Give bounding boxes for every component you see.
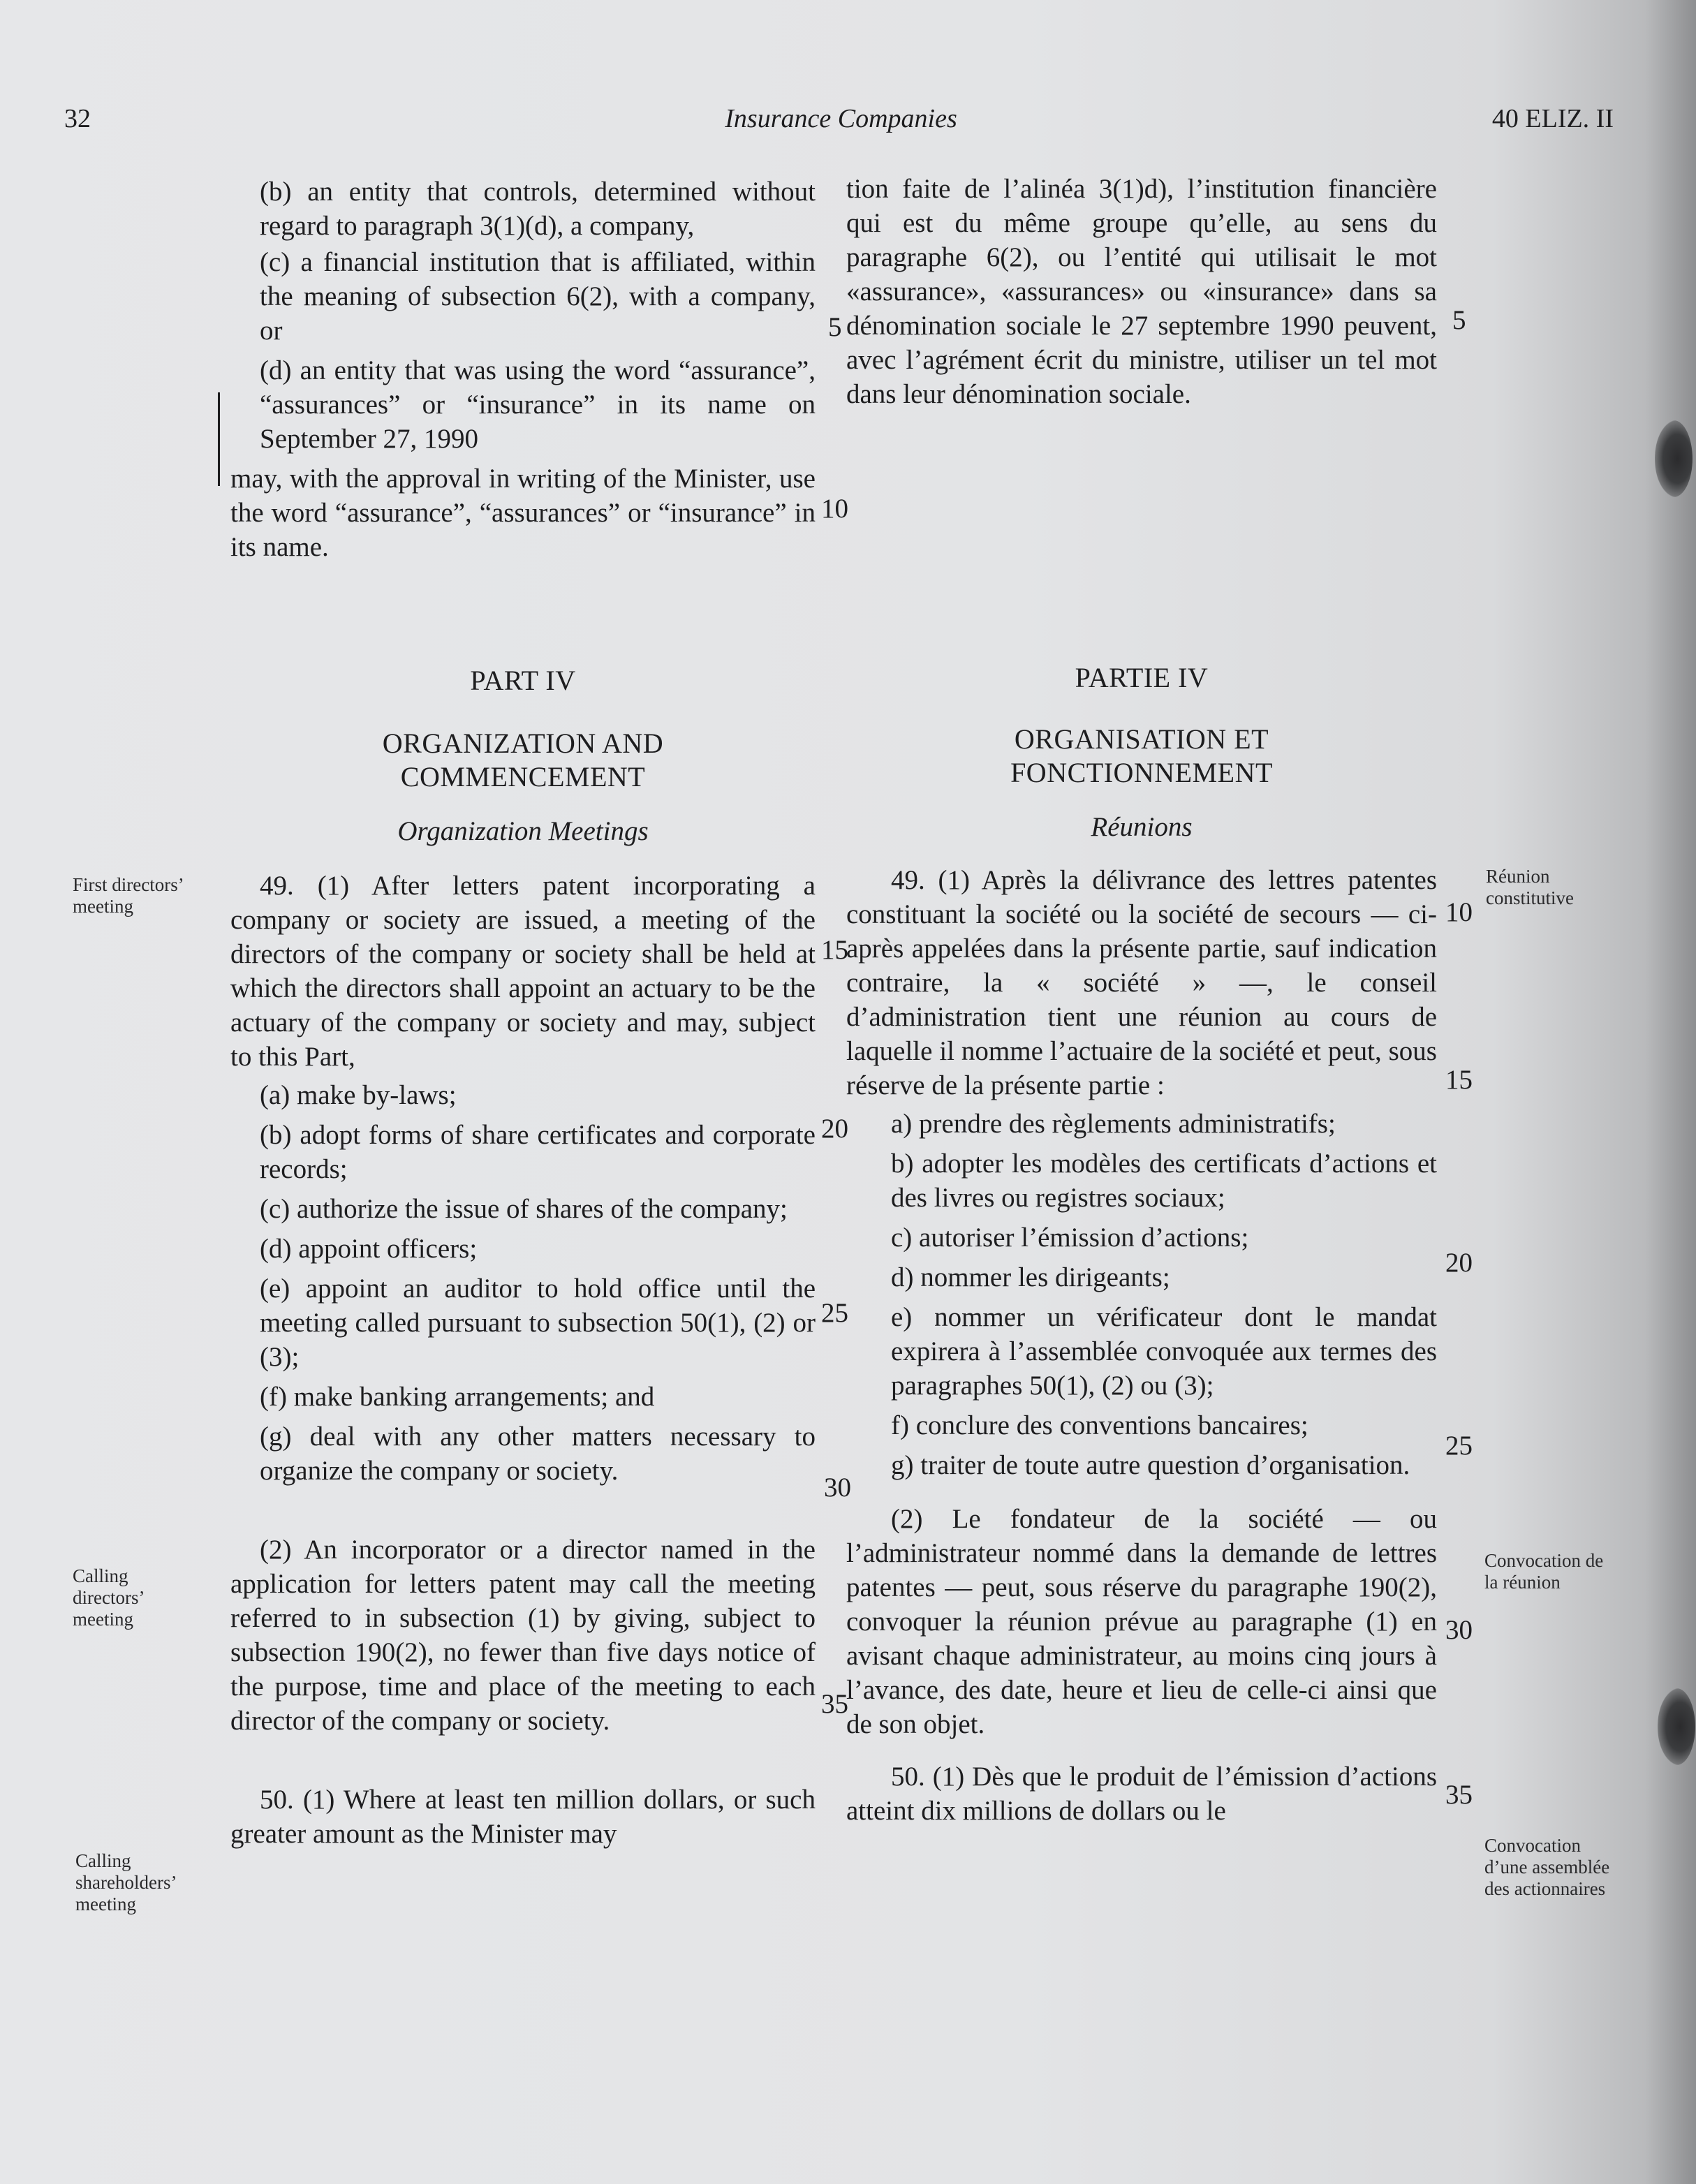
- margin-note-reunion: Réunion constitutive: [1486, 866, 1574, 908]
- fr-part-title-line1: ORGANISATION ET: [1014, 723, 1269, 755]
- english-continuation: [230, 175, 816, 564]
- line-number: 35: [821, 1689, 848, 1719]
- line-number: 5: [1452, 305, 1466, 335]
- line-number: 10: [1445, 897, 1473, 927]
- fr-cont: tion faite de l’alinéa 3(1)d), l’institution financière qui est du même groupe qu’elle, au sens du paragraphe 6(2), ou l’entité qui utilisait le mot «assurance», «assurances» ou «insurance» dans sa dénomination sociale le 27 septembre 1990 peuvent, avec l’agrément écrit du ministre, utiliser un tel mot dans leur dénomination sociale.: [846, 174, 1437, 409]
- en-s50-1: 50. (1) Where at least ten million dollars, or such greater amount as the Minister may: [230, 1785, 816, 1849]
- fr-s49-f: f) conclure des conventions bancaires;: [891, 1410, 1308, 1440]
- margin-note-calling-directors: Calling directors’ meeting: [73, 1565, 145, 1630]
- line-number: 25: [821, 1298, 848, 1328]
- en-s49-f: (f) make banking arrangements; and: [260, 1382, 655, 1412]
- en-s49-c: (c) authorize the issue of shares of the company;: [260, 1194, 788, 1224]
- fr-section-49: [846, 863, 1437, 1828]
- regnal-year: 40 ELIZ. II: [1491, 104, 1614, 133]
- line-number: 15: [821, 935, 848, 965]
- margin-note-assemblee: Convocation d’une assemblée des actionnaires: [1484, 1835, 1610, 1899]
- fr-part-number: PARTIE IV: [1075, 662, 1209, 693]
- binder-ring: [1658, 1688, 1695, 1765]
- line-number: 15: [1445, 1065, 1473, 1095]
- line-number: 30: [824, 1473, 851, 1503]
- fr-s49-d: d) nommer les dirigeants;: [891, 1262, 1170, 1292]
- fr-s49-c: c) autoriser l’émission d’actions;: [891, 1223, 1249, 1253]
- line-number: 10: [821, 494, 848, 524]
- line-number: 35: [1445, 1780, 1473, 1810]
- margin-note-calling-shareholders: Calling shareholders’ meeting: [75, 1850, 177, 1914]
- line-number: 30: [1445, 1615, 1473, 1645]
- fr-s49-a: a) prendre des règlements administratifs;: [891, 1109, 1336, 1139]
- en-s49-2: (2) An incorporator or a director named in the application for letters patent may call the meeting referred to in subsection (1) by giving, subject to subsection 190(2), no fewer than five days notice of the purpose, time and place of the meeting to each director of the company or society.: [230, 1535, 816, 1736]
- en-part-title-line2: COMMENCEMENT: [400, 761, 646, 792]
- fr-s49-g: g) traiter de toute autre question d’organisation.: [891, 1450, 1410, 1480]
- en-s49-1: 49. (1) After letters patent incorporating a company or society are issued, a meeting of the directors of the company or society shall be held at which the directors shall appoint an actuary to be the actuary of the company or society and may, subject to this Part,: [230, 871, 816, 1072]
- en-section-49: [230, 869, 816, 1851]
- en-s49-a: (a) make by-laws;: [260, 1080, 457, 1110]
- en-s49-d: (d) appoint officers;: [260, 1234, 478, 1264]
- en-subheading: Organization Meetings: [397, 816, 649, 846]
- running-title: Insurance Companies: [725, 104, 957, 133]
- fr-s50-1: 50. (1) Dès que le produit de l’émission d’actions atteint dix millions de dollars ou le: [846, 1762, 1437, 1826]
- en-s49-e: (e) appoint an auditor to hold office until the meeting called pursuant to subsection 50(1), (2) or (3);: [260, 1274, 816, 1372]
- fr-s49-2: (2) Le fondateur de la société — ou l’administrateur nommé dans la demande de lettres patentes — peut, sous réserve du paragraphe 190(2), convoquer la réunion prévue au paragraphe (1) en avisant chaque administrateur, au moins cinq jours à l’avance, des date, heure et lieu de celle-ci ainsi que de son objet.: [846, 1504, 1437, 1739]
- en-s49-b: (b) adopt forms of share certificates and corporate records;: [260, 1120, 816, 1184]
- change-bar: [218, 392, 220, 486]
- en-cont-c: (c) a financial institution that is affiliated, within the meaning of subsection 6(2), with a company, or: [260, 247, 816, 346]
- line-number: 20: [821, 1114, 848, 1144]
- fr-subheading: Réunions: [1091, 812, 1193, 842]
- en-cont-b: (b) an entity that controls, determined without regard to paragraph 3(1)(d), a company,: [260, 177, 816, 241]
- en-cont-tail: may, with the approval in writing of the Minister, use the word “assurance”, “assurances” or “insurance” in its name.: [230, 464, 816, 562]
- en-part-number: PART IV: [470, 665, 576, 696]
- en-s49-g: (g) deal with any other matters necessary to organize the company or society.: [260, 1422, 816, 1486]
- fr-part-title-line2: FONCTIONNEMENT: [1010, 757, 1273, 788]
- en-part-title-line1: ORGANIZATION AND: [382, 728, 664, 759]
- fr-s49-1: 49. (1) Après la délivrance des lettres patentes constituant la société ou la société de secours — ci-après appelées dans la présente partie, sauf indication contraire, la « société » —, le conseil d’administration tient une réunion au cours de laquelle il nomme l’actuaire de la société et peut, sous réserve de la présente partie :: [846, 865, 1437, 1100]
- line-number: 5: [828, 312, 842, 342]
- line-number: 20: [1445, 1248, 1473, 1278]
- page-number: 32: [64, 104, 91, 133]
- margin-note-convocation: Convocation de la réunion: [1484, 1550, 1604, 1593]
- en-cont-d: (d) an entity that was using the word “assurance”, “assurances” or “insurance” in its name on September 27, 1990: [260, 355, 816, 454]
- margin-note-first-directors: First directors’ meeting: [73, 874, 184, 917]
- binder-ring: [1655, 420, 1693, 497]
- fr-s49-b: b) adopter les modèles des certificats d’actions et des livres ou registres sociaux;: [891, 1149, 1437, 1213]
- fr-s49-e: e) nommer un vérificateur dont le mandat expirera à l’assemblée convoquée aux termes des paragraphes 50(1), (2) ou (3);: [891, 1302, 1437, 1401]
- french-continuation: [846, 172, 1437, 411]
- line-number: 25: [1445, 1431, 1473, 1461]
